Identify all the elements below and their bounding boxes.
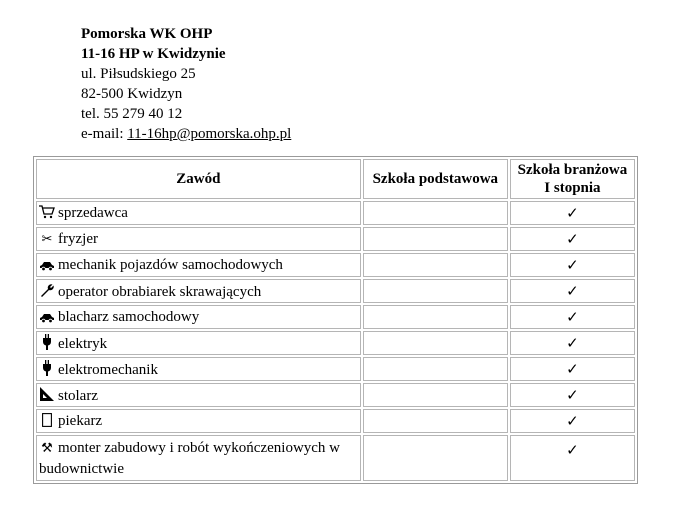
table-row: elektryk ✓ — [36, 331, 635, 355]
table-header-row — [36, 159, 635, 199]
header-primary-school: Szkoła podstawowa — [363, 159, 508, 199]
check-mark: ✓ — [566, 203, 579, 222]
table-row: elektromechanik ✓ — [36, 357, 635, 381]
scissors-icon: ✂ — [41, 231, 53, 247]
table-row: operator obrabiarek skrawających ✓ — [36, 279, 635, 303]
wrench-icon — [39, 282, 55, 300]
professions-table — [33, 156, 638, 484]
car-icon — [39, 310, 55, 325]
phone: tel. 55 279 40 12 — [81, 106, 183, 122]
check-mark: ✓ — [566, 441, 579, 459]
plug-icon — [39, 334, 55, 352]
table-row: ✂ fryzjer ✓ — [36, 227, 635, 251]
check-mark: ✓ — [566, 281, 579, 300]
address-block — [81, 24, 291, 144]
header-profession: Zawód — [36, 159, 361, 199]
email-label: e-mail: — [81, 126, 128, 142]
check-mark: ✓ — [566, 411, 579, 430]
email-link[interactable]: 11-16hp@pomorska.ohp.pl — [127, 126, 292, 142]
table-row: mechanik pojazdów samochodowych ✓ — [36, 253, 635, 277]
unit-name: 11-16 HP w Kwidzynie — [81, 46, 226, 62]
table-row: piekarz ✓ — [36, 409, 635, 433]
table-row: stolarz ✓ — [36, 383, 635, 407]
check-mark: ✓ — [566, 307, 579, 326]
org-name: Pomorska WK OHP — [81, 26, 213, 42]
table-row: sprzedawca ✓ — [36, 201, 635, 225]
car-icon — [39, 258, 55, 273]
header-vocational-school: Szkoła branżowa I stopnia — [510, 159, 635, 199]
check-mark: ✓ — [566, 359, 579, 378]
check-mark: ✓ — [566, 229, 579, 248]
bread-icon — [39, 413, 55, 429]
set-square-icon — [39, 386, 55, 404]
hammer-pick-icon: ⚒ — [41, 441, 53, 456]
table-row: ⚒ monter zabudowy i robót wykończeniowych w budownictwie ✓ — [36, 435, 635, 481]
cart-icon — [39, 205, 55, 221]
street: ul. Piłsudskiego 25 — [81, 66, 196, 82]
email-line — [81, 124, 291, 144]
plug-icon — [39, 360, 55, 378]
city: 82-500 Kwidzyn — [81, 86, 183, 102]
check-mark: ✓ — [566, 385, 579, 404]
check-mark: ✓ — [566, 255, 579, 274]
table-row: blacharz samochodowy ✓ — [36, 305, 635, 329]
check-mark: ✓ — [566, 333, 579, 352]
